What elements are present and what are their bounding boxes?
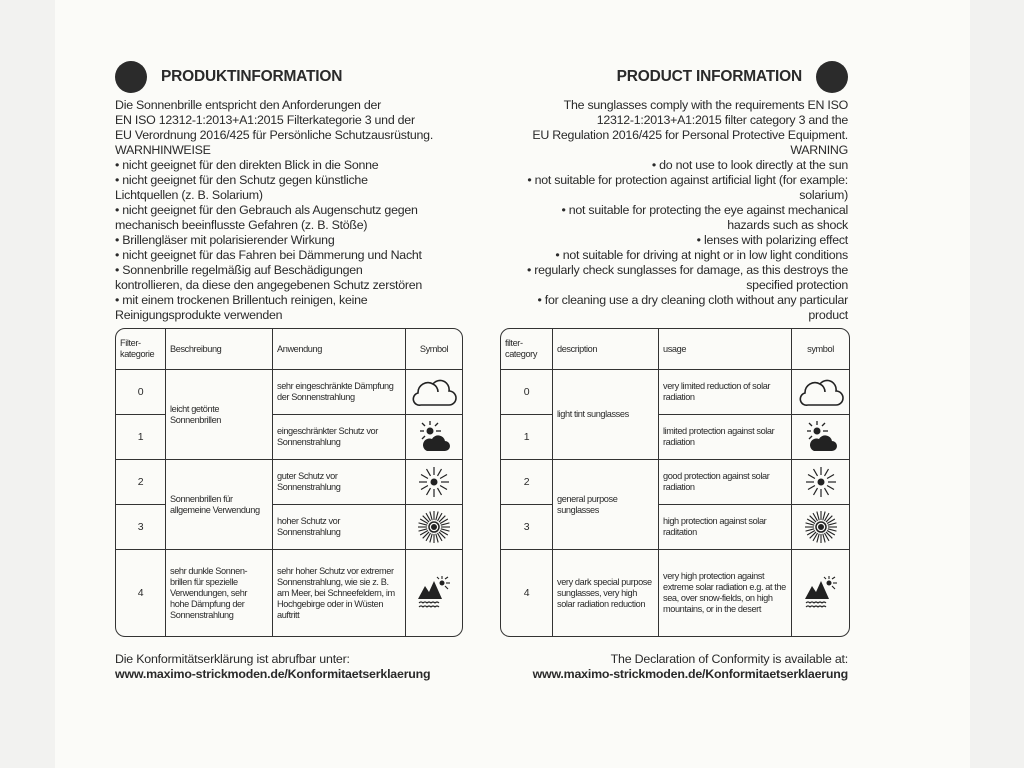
warning-line: product <box>808 308 848 322</box>
warning-line: kontrollieren, da diese den angegebenen Schutz zerstören <box>115 278 423 292</box>
conformity-footer-de <box>115 652 430 682</box>
usage-cell: limited protection against solar radiation <box>659 415 792 460</box>
description-cell: general purpose sunglasses <box>553 460 659 550</box>
table-row <box>116 370 462 415</box>
warning-line: • regularly check sunglasses for damage, as this destroys the <box>526 263 848 277</box>
sun-cloud-icon <box>406 415 462 460</box>
intro-line: Die Sonnenbrille entspricht den Anforderungen der <box>115 98 382 112</box>
warning-line: • not suitable for protection against artificial light (for example: <box>527 173 848 187</box>
warning-line: • nicht geeignet für das Fahren bei Dämmerung und Nacht <box>115 248 422 262</box>
column-header: filter-category <box>501 329 553 370</box>
warning-line: • Sonnenbrille regelmäßig auf Beschädigungen <box>115 263 363 277</box>
usage-cell: hoher Schutz vor Sonnenstrahlung <box>273 505 406 550</box>
usage-cell: eingeschränkter Schutz vor Sonnenstrahlung <box>273 415 406 460</box>
cloud-icon <box>406 370 462 415</box>
table-row <box>501 550 849 636</box>
warning-line: • nicht geeignet für den direkten Blick in die Sonne <box>115 158 379 172</box>
column-header: Filter-kategorie <box>116 329 166 370</box>
warning-title: WARNHINWEISE <box>115 143 211 157</box>
warning-line: • not suitable for driving at night or in low light conditions <box>555 248 848 262</box>
table-row <box>116 460 462 505</box>
usage-cell: good protection against solar radiation <box>659 460 792 505</box>
description-cell: very dark special purpose sunglasses, very high solar radiation reduction <box>553 550 659 636</box>
filter-category: 1 <box>116 415 166 460</box>
filter-category: 3 <box>116 505 166 550</box>
table-row <box>501 370 849 415</box>
warning-line: • Brillengläser mit polarisierender Wirkung <box>115 233 335 247</box>
circle-bullet-icon <box>816 61 848 93</box>
column-header: symbol <box>792 329 849 370</box>
table-row <box>116 550 462 636</box>
usage-cell: very high protection against extreme solar radiation e.g. at the sea, over snow-fields, on high mountains, or in the desert <box>659 550 792 636</box>
filter-category: 2 <box>116 460 166 505</box>
intro-line: EU Regulation 2016/425 for Personal Protective Equipment. <box>532 128 848 142</box>
intro-line: EU Verordnung 2016/425 für Persönliche Schutzausrüstung. <box>115 128 434 142</box>
intro-line: 12312-1:2013+A1:2015 filter category 3 and the <box>596 113 848 127</box>
warning-line: mechanisch beeinflusste Gefahren (z. B. Stöße) <box>115 218 368 232</box>
filter-category: 0 <box>501 370 553 415</box>
usage-cell: guter Schutz vor Sonnenstrahlung <box>273 460 406 505</box>
column-header: Symbol <box>406 329 462 370</box>
description-cell: light tint sunglasses <box>553 370 659 460</box>
english-section <box>500 60 848 323</box>
intro-line: EN ISO 12312-1:2013+A1:2015 Filterkategorie 3 und der <box>115 113 415 127</box>
sun-cloud-icon <box>792 415 849 460</box>
sun-icon <box>792 460 849 505</box>
warning-line: • not suitable for protecting the eye against mechanical <box>561 203 848 217</box>
circle-bullet-icon <box>115 61 147 93</box>
column-header: description <box>553 329 659 370</box>
usage-cell: sehr hoher Schutz vor extremer Sonnenstrahlung, wie sie z. B. am Meer, bei Schneefeldern, im Hochgebirge oder in Wüsten auftritt <box>273 550 406 636</box>
warning-line: Reinigungsprodukte verwenden <box>115 308 283 322</box>
usage-cell: sehr eingeschränkte Dämpfung der Sonnenstrahlung <box>273 370 406 415</box>
sun-icon <box>406 460 462 505</box>
footer-text: The Declaration of Conformity is available at: <box>610 652 848 666</box>
filter-category: 1 <box>501 415 553 460</box>
warning-line: • lenses with polarizing effect <box>696 233 848 247</box>
strong-sun-icon <box>406 505 462 550</box>
section-title: PRODUCT INFORMATION <box>616 68 802 85</box>
mountain-sun-water-icon <box>792 550 849 636</box>
warning-line: specified protection <box>746 278 848 292</box>
filter-category-table-de <box>115 328 463 637</box>
warning-line: • nicht geeignet für den Gebrauch als Augenschutz gegen <box>115 203 418 217</box>
footer-text: Die Konformitätserklärung ist abrufbar unter: <box>115 652 350 666</box>
warning-line: • for cleaning use a dry cleaning cloth without any particular <box>537 293 848 307</box>
warning-line: • mit einem trockenen Brillentuch reinigen, keine <box>115 293 368 307</box>
usage-cell: very limited reduction of solar radiation <box>659 370 792 415</box>
description-cell: sehr dunkle Sonnen-brillen für spezielle Verwendungen, sehr hohe Dämpfung der Sonnenstrahlung <box>166 550 273 636</box>
warning-title: WARNING <box>790 143 848 157</box>
german-section <box>115 60 463 323</box>
mountain-sun-water-icon <box>406 550 462 636</box>
column-header: Beschreibung <box>166 329 273 370</box>
warning-line: solarium) <box>799 188 848 202</box>
column-header: Anwendung <box>273 329 406 370</box>
filter-category-table-en <box>500 328 850 637</box>
table-row <box>501 460 849 505</box>
filter-category: 4 <box>501 550 553 636</box>
warning-line: • do not use to look directly at the sun <box>651 158 848 172</box>
description-cell: leicht getönte Sonnenbrillen <box>166 370 273 460</box>
filter-category: 2 <box>501 460 553 505</box>
warning-line: hazards such as shock <box>727 218 848 232</box>
section-title: PRODUKTINFORMATION <box>161 68 343 85</box>
warning-line: Lichtquellen (z. B. Solarium) <box>115 188 263 202</box>
filter-category: 4 <box>116 550 166 636</box>
intro-line: The sunglasses comply with the requirements EN ISO <box>563 98 848 112</box>
filter-category: 3 <box>501 505 553 550</box>
filter-category: 0 <box>116 370 166 415</box>
column-header: usage <box>659 329 792 370</box>
warning-line: • nicht geeignet für den Schutz gegen künstliche <box>115 173 368 187</box>
conformity-footer-en <box>500 652 848 682</box>
strong-sun-icon <box>792 505 849 550</box>
conformity-link[interactable]: www.maximo-strickmoden.de/Konformitaetserklaerung <box>115 667 431 681</box>
usage-cell: high protection against solar raditation <box>659 505 792 550</box>
conformity-link[interactable]: www.maximo-strickmoden.de/Konformitaetserklaerung <box>532 667 848 681</box>
cloud-icon <box>792 370 849 415</box>
description-cell: Sonnenbrillen für allgemeine Verwendung <box>166 460 273 550</box>
